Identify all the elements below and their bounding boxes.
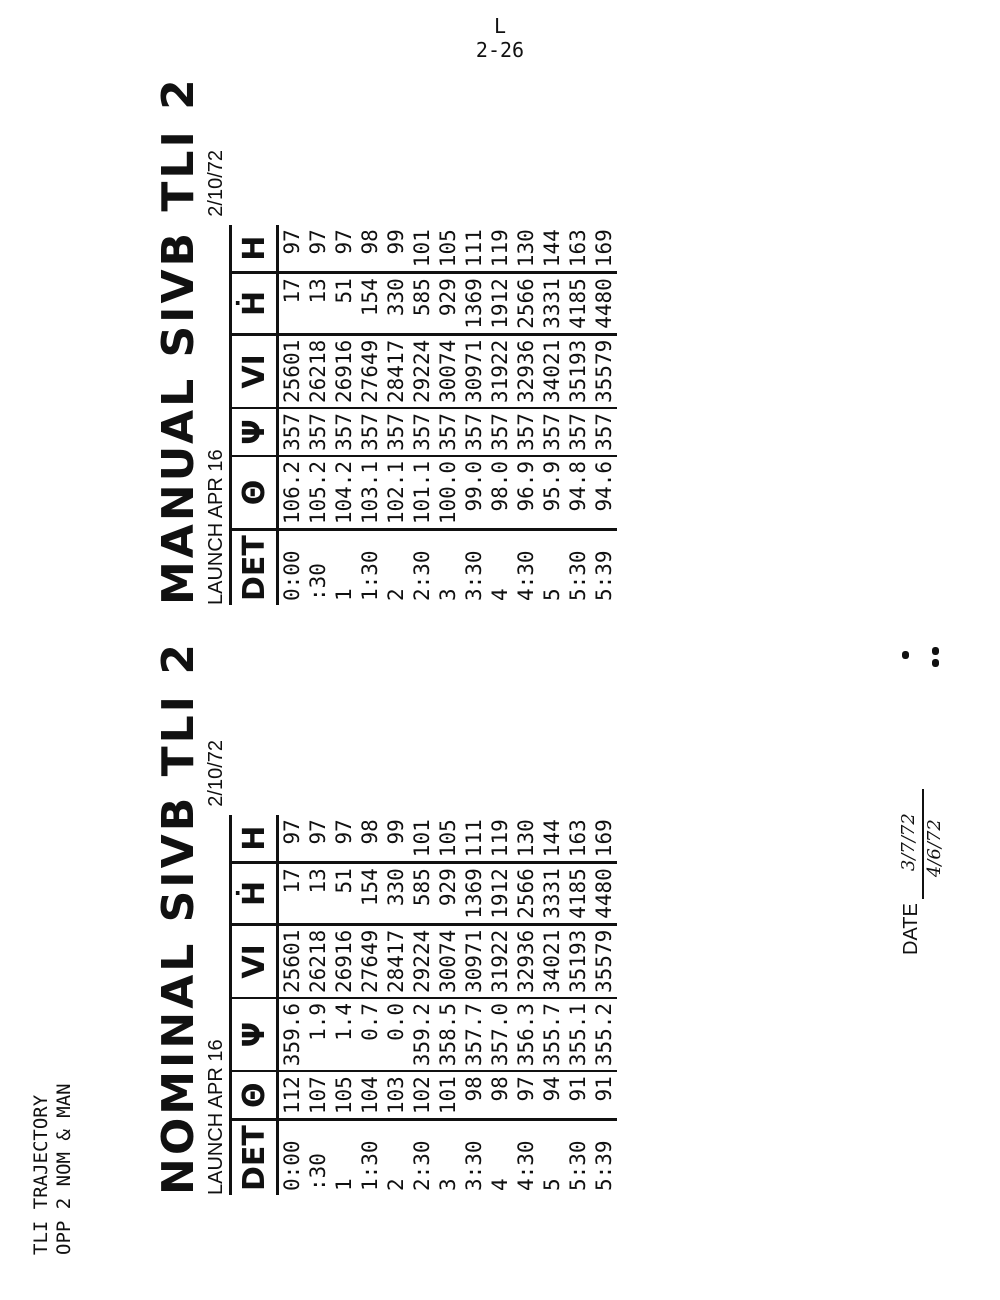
cell-det: 1	[331, 1120, 357, 1195]
cell-hdot: 1912	[487, 273, 513, 335]
margin-marks	[900, 645, 950, 665]
cell-det: :30	[305, 1120, 331, 1195]
page-header	[440, 14, 560, 62]
cell-theta: 96.9	[513, 456, 539, 530]
table-row	[591, 225, 617, 605]
cell-vi: 35579	[591, 334, 617, 408]
cell-h: 169	[592, 819, 616, 858]
cell-det: 1	[331, 530, 357, 605]
table-row	[383, 815, 409, 1195]
cell-theta: 103.1	[357, 456, 383, 530]
cell-hdot: 154	[357, 863, 383, 925]
cell-hdot: 51	[331, 273, 357, 335]
mark-dot	[932, 647, 939, 655]
mark-dot	[932, 659, 939, 667]
cell-h: 97	[280, 819, 304, 845]
cell-theta: 95.9	[539, 456, 565, 530]
cell-vi: 26218	[305, 924, 331, 998]
cell-vi: 28417	[383, 924, 409, 998]
table-row	[487, 225, 513, 605]
cell-theta: 99.0	[461, 456, 487, 530]
cell-vi: 25601	[278, 334, 306, 408]
cell-h: 144	[540, 229, 564, 268]
side-label-line1: TLI TRAJECTORY	[30, 1094, 52, 1255]
cell-theta: 101.1	[409, 456, 435, 530]
cell-vi: 30074	[435, 924, 461, 998]
cell-det: 3	[435, 530, 461, 605]
side-label-line2: OPP 2 NOM & MAN	[53, 1083, 75, 1255]
cell-vi: 30971	[461, 334, 487, 408]
col-det-header: DET	[231, 530, 278, 605]
cell-psi: 357	[383, 408, 409, 456]
cell-psi: 357	[513, 408, 539, 456]
cell-hdot: 585	[409, 863, 435, 925]
cell-det: 5:39	[591, 530, 617, 605]
cell-det: 1:30	[357, 530, 383, 605]
cell-theta: 98	[461, 1071, 487, 1119]
cell-det: 2:30	[409, 530, 435, 605]
cell-h: 111	[462, 229, 486, 268]
cell-det: 5	[539, 530, 565, 605]
cell-vi: 29224	[409, 924, 435, 998]
cell-hdot: 4480	[591, 273, 617, 335]
nominal-table	[229, 815, 617, 1195]
cell-h: 97	[332, 229, 356, 255]
cell-vi: 31922	[487, 334, 513, 408]
cell-hdot: 51	[331, 863, 357, 925]
cell-det: :30	[305, 530, 331, 605]
table-row	[305, 225, 331, 605]
cell-psi: 357	[409, 408, 435, 456]
cell-vi: 31922	[487, 924, 513, 998]
cell-det: 0:00	[278, 530, 306, 605]
cell-vi: 34021	[539, 924, 565, 998]
date-signature-1: 3/7/72	[898, 813, 919, 872]
cell-det: 5:39	[591, 1120, 617, 1195]
cell-hdot: 2566	[513, 273, 539, 335]
cell-h: 144	[540, 819, 564, 858]
cell-psi: 357	[435, 408, 461, 456]
cell-psi: 357	[331, 408, 357, 456]
table-row	[357, 815, 383, 1195]
cell-theta: 107	[305, 1071, 331, 1119]
col-hdot-header: Ḣ	[231, 273, 278, 335]
cell-theta: 94	[539, 1071, 565, 1119]
cell-hdot: 17	[278, 863, 306, 925]
col-theta-header: Θ	[231, 456, 278, 530]
cell-vi: 28417	[383, 334, 409, 408]
manual-date: 2/10/72	[205, 150, 227, 217]
col-h-header: H	[231, 815, 278, 862]
table-row	[539, 225, 565, 605]
table-row	[513, 815, 539, 1195]
cell-h: 98	[358, 229, 382, 255]
col-h-header: H	[231, 225, 278, 272]
col-psi-header: Ψ	[231, 998, 278, 1071]
cell-psi: 357	[357, 408, 383, 456]
cell-psi: 357	[565, 408, 591, 456]
date-line	[898, 789, 945, 899]
cell-hdot: 929	[435, 273, 461, 335]
cell-theta: 102	[409, 1071, 435, 1119]
cell-psi: 1.4	[331, 998, 357, 1071]
cell-vi: 26916	[331, 334, 357, 408]
cell-h: 101	[410, 229, 434, 268]
cell-det: 4:30	[513, 530, 539, 605]
cell-vi: 30074	[435, 334, 461, 408]
cell-hdot: 4185	[565, 863, 591, 925]
cell-h: 101	[410, 819, 434, 858]
cell-psi: 357	[278, 408, 306, 456]
table-row	[565, 225, 591, 605]
table-row	[383, 225, 409, 605]
table-row	[461, 225, 487, 605]
col-vi-header: VI	[231, 924, 278, 998]
col-det-header: DET	[231, 1120, 278, 1195]
cell-theta: 106.2	[278, 456, 306, 530]
cell-psi: 357	[461, 408, 487, 456]
cell-hdot: 1369	[461, 273, 487, 335]
cell-psi: 356.3	[513, 998, 539, 1071]
cell-hdot: 154	[357, 273, 383, 335]
cell-vi: 32936	[513, 924, 539, 998]
cell-theta: 98	[487, 1071, 513, 1119]
cell-h: 163	[566, 229, 590, 268]
cell-det: 3:30	[461, 1120, 487, 1195]
cell-psi: 357.7	[461, 998, 487, 1071]
table-row	[539, 815, 565, 1195]
cell-h: 97	[332, 819, 356, 845]
cell-det: 3:30	[461, 530, 487, 605]
table-row	[278, 815, 306, 1195]
cell-det: 1:30	[357, 1120, 383, 1195]
cell-h: 99	[384, 229, 408, 255]
table-row	[487, 815, 513, 1195]
cell-vi: 25601	[278, 924, 306, 998]
cell-hdot: 4480	[591, 863, 617, 925]
table-row	[591, 815, 617, 1195]
cell-vi: 27649	[357, 334, 383, 408]
table-row	[513, 225, 539, 605]
cell-h: 97	[306, 819, 330, 845]
cell-psi: 357	[591, 408, 617, 456]
table-row	[331, 225, 357, 605]
nominal-launch: LAUNCH APR 16	[205, 1039, 227, 1195]
cell-hdot: 330	[383, 863, 409, 925]
cell-h: 169	[592, 229, 616, 268]
cell-psi: 355.7	[539, 998, 565, 1071]
date-signature-2: 4/6/72	[924, 819, 945, 878]
cell-h: 97	[280, 229, 304, 255]
cell-theta: 101	[435, 1071, 461, 1119]
cell-vi: 27649	[357, 924, 383, 998]
cell-vi: 26916	[331, 924, 357, 998]
cell-vi: 26218	[305, 334, 331, 408]
cell-vi: 29224	[409, 334, 435, 408]
cell-h: 99	[384, 819, 408, 845]
cell-det: 2:30	[409, 1120, 435, 1195]
cell-h: 97	[306, 229, 330, 255]
table-row	[409, 225, 435, 605]
col-psi-header: Ψ	[231, 408, 278, 456]
table-row	[305, 815, 331, 1195]
cell-theta: 91	[591, 1071, 617, 1119]
cell-theta: 97	[513, 1071, 539, 1119]
cell-theta: 94.6	[591, 456, 617, 530]
cell-vi: 30971	[461, 924, 487, 998]
cell-psi: 357	[539, 408, 565, 456]
mark-dot	[902, 651, 909, 659]
cell-det: 4	[487, 530, 513, 605]
cell-det: 5:30	[565, 1120, 591, 1195]
col-hdot-header: Ḣ	[231, 863, 278, 925]
cell-det: 2	[383, 1120, 409, 1195]
cell-det: 4:30	[513, 1120, 539, 1195]
cell-vi: 32936	[513, 334, 539, 408]
cell-vi: 35193	[565, 334, 591, 408]
page-section-letter: L	[493, 14, 507, 38]
cell-vi: 35579	[591, 924, 617, 998]
cell-hdot: 585	[409, 273, 435, 335]
cell-vi: 34021	[539, 334, 565, 408]
cell-theta: 94.8	[565, 456, 591, 530]
manual-table	[229, 225, 617, 605]
cell-hdot: 1912	[487, 863, 513, 925]
cell-hdot: 1369	[461, 863, 487, 925]
date-label: DATE	[900, 903, 922, 955]
cell-theta: 98.0	[487, 456, 513, 530]
cell-theta: 112	[278, 1071, 306, 1119]
cell-psi: 357.0	[487, 998, 513, 1071]
cell-hdot: 3331	[539, 273, 565, 335]
cell-det: 5	[539, 1120, 565, 1195]
cell-det: 0:00	[278, 1120, 306, 1195]
cell-h: 119	[488, 229, 512, 268]
cell-hdot: 929	[435, 863, 461, 925]
cell-h: 111	[462, 819, 486, 858]
cell-det: 5:30	[565, 530, 591, 605]
cell-psi: 357	[305, 408, 331, 456]
cell-theta: 105.2	[305, 456, 331, 530]
cell-psi: 355.1	[565, 998, 591, 1071]
cell-psi: 355.2	[591, 998, 617, 1071]
cell-psi: 359.6	[278, 998, 306, 1071]
cell-theta: 102.1	[383, 456, 409, 530]
cell-h: 119	[488, 819, 512, 858]
page-number: 2-26	[475, 38, 525, 62]
cell-hdot: 4185	[565, 273, 591, 335]
cell-theta: 105	[331, 1071, 357, 1119]
cell-det: 4	[487, 1120, 513, 1195]
cell-theta: 91	[565, 1071, 591, 1119]
cell-h: 130	[514, 819, 538, 858]
cell-hdot: 3331	[539, 863, 565, 925]
date-field	[898, 789, 945, 955]
table-row	[565, 815, 591, 1195]
cell-theta: 104	[357, 1071, 383, 1119]
table-row	[357, 225, 383, 605]
col-vi-header: VI	[231, 334, 278, 408]
cell-theta: 103	[383, 1071, 409, 1119]
nominal-date: 2/10/72	[205, 740, 227, 807]
cell-psi: 358.5	[435, 998, 461, 1071]
cell-hdot: 13	[305, 863, 331, 925]
cell-hdot: 13	[305, 273, 331, 335]
table-row	[461, 815, 487, 1195]
side-label	[30, 1083, 76, 1255]
col-theta-header: Θ	[231, 1071, 278, 1119]
cell-hdot: 330	[383, 273, 409, 335]
cell-hdot: 17	[278, 273, 306, 335]
table-row	[435, 225, 461, 605]
cell-psi: 0.7	[357, 998, 383, 1071]
cell-h: 130	[514, 229, 538, 268]
cell-theta: 104.2	[331, 456, 357, 530]
cell-det: 3	[435, 1120, 461, 1195]
table-row	[409, 815, 435, 1195]
cell-h: 105	[436, 819, 460, 858]
cell-hdot: 2566	[513, 863, 539, 925]
cell-h: 105	[436, 229, 460, 268]
cell-vi: 35193	[565, 924, 591, 998]
cell-h: 163	[566, 819, 590, 858]
cell-psi: 0.0	[383, 998, 409, 1071]
table-row	[435, 815, 461, 1195]
cell-psi: 359.2	[409, 998, 435, 1071]
cell-det: 2	[383, 530, 409, 605]
manual-launch: LAUNCH APR 16	[205, 449, 227, 605]
cell-psi: 357	[487, 408, 513, 456]
table-row	[278, 225, 306, 605]
cell-theta: 100.0	[435, 456, 461, 530]
cell-psi: 1.9	[305, 998, 331, 1071]
table-row	[331, 815, 357, 1195]
cell-h: 98	[358, 819, 382, 845]
